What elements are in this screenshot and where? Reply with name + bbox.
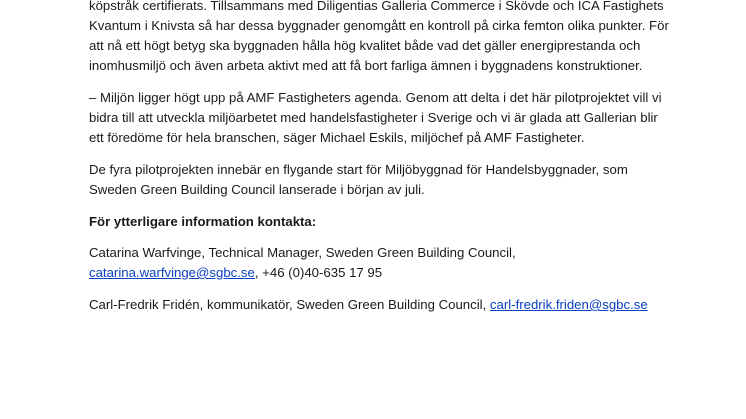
paragraph-quote xyxy=(89,88,662,148)
text-line: att nå ett högt betyg ska byggnaden hålla hög kvalitet både vad det gäller energiprestanda och xyxy=(89,38,641,53)
contact-phone: , +46 (0)40-635 17 95 xyxy=(254,265,383,280)
text-line: Kvantum i Knivsta så har dessa byggnader genomgått en kontroll på cirka femton olika punkter. För xyxy=(89,18,669,33)
text-line: inomhusmiljö och även arbeta aktivt med att få bort farliga ämnen i byggnadens konstruktioner. xyxy=(89,58,643,73)
text-line: Sweden Green Building Council lanserade i början av juli. xyxy=(89,182,425,197)
contact-line xyxy=(89,295,659,315)
contact-email-phone-line xyxy=(89,263,659,283)
email-link-catarina[interactable]: catarina.warfvinge@sgbc.se xyxy=(89,265,255,280)
text-line: köpstråk certifierats. Tillsammans med Diligentias Galleria Commerce i Skövde och ICA Fastighets xyxy=(89,0,664,13)
paragraph-pilot-projects xyxy=(89,160,659,200)
text-line: ett föredöme för hela branschen, säger Michael Eskils, miljöchef på AMF Fastigheter. xyxy=(89,130,585,145)
text-line: – Miljön ligger högt upp på AMF Fastigheters agenda. Genom att delta i det här pilotprojektet vill vi xyxy=(89,90,662,105)
contact-catarina xyxy=(89,243,659,283)
contact-name-title: Catarina Warfvinge, Technical Manager, Sweden Green Building Council, xyxy=(89,245,516,260)
contact-name-title: Carl-Fredrik Fridén, kommunikatör, Sweden Green Building Council, xyxy=(89,297,490,312)
contact-carl-fredrik xyxy=(89,295,659,315)
document-body xyxy=(89,0,669,327)
text-line: De fyra pilotprojekten innebär en flygande start för Miljöbyggnad för Handelsbyggnader, som xyxy=(89,162,628,177)
paragraph-certification xyxy=(89,0,669,76)
contact-heading: För ytterligare information kontakta: xyxy=(89,214,317,229)
email-link-carl-fredrik[interactable]: carl-fredrik.friden@sgbc.se xyxy=(489,297,648,312)
text-line: bidra till att utveckla miljöarbetet med handelsfastigheter i Sverige och vi är glada att Gallerian blir xyxy=(89,110,658,125)
